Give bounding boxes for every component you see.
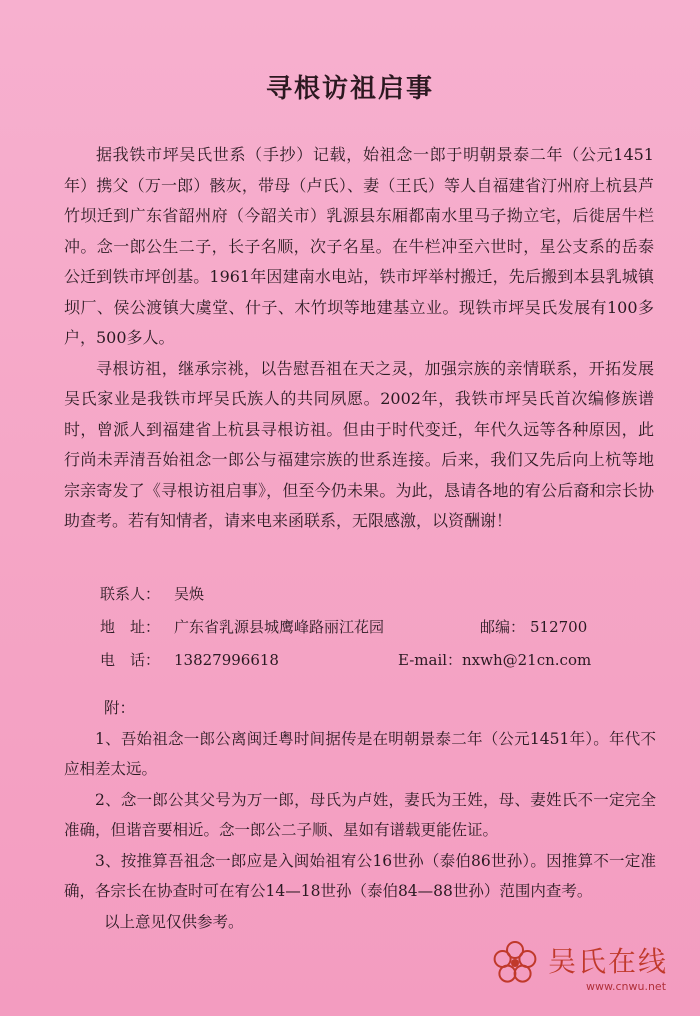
appendix-item: 1、吾始祖念一郎公离闽迁粤时间据传是在明朝景泰二年（公元1451年）。年代不应相差太远。 — [64, 729, 656, 778]
paragraph-history: 据我铁市坪吴氏世系（手抄）记载，始祖念一郎于明朝景泰二年（公元1451年）携父（万一郎）骸灰，带母（卢氏）、妻（王氏）等人自福建省汀州府上杭县芦竹坝迁到广东省韶州府（今韶关市）乳源县东厢都南水里马子拗立宅，后徙居牛栏冲。念一郎公生二子，长子名顺，次子名星。在牛栏冲至六世时，星公支系的岳泰公迁到铁市坪创基。1961年因建南水电站，铁市坪举村搬迁，先后搬到本县乳城镇坝厂、侯公渡镇大虞堂、什子、木竹坝等地建基立业。现铁市坪吴氏发展有100多户，500多人。 — [64, 145, 654, 347]
watermark-url: www.cnwu.net — [586, 980, 667, 993]
contact-postcode-label: 邮编： — [480, 618, 526, 636]
contact-postcode: 512700 — [530, 618, 588, 636]
notice-body — [64, 140, 654, 537]
appendix-item: 3、按推算吾祖念一郎应是入闽始祖宥公16世孙（泰伯86世孙）。因推算不一定准确，各宗长在协查时可在宥公14—18世孙（泰伯84—88世孙）范围内查考。 — [64, 851, 656, 900]
paragraph-request: 寻根访祖，继承宗祧，以告慰吾祖在天之灵，加强宗族的亲情联系，开拓发展吴氏家业是我铁市坪吴氏族人的共同夙愿。2002年，我铁市坪吴氏首次编修族谱时，曾派人到福建省上杭县寻根访祖。但由于时代变迁，年代久远等各种原因，此行尚未弄清吾始祖念一郎公与福建宗族的世系连接。后来，我们又先后向上杭等地宗亲寄发了《寻根访祖启事》，但至今仍未果。为此，恳请各地的宥公后裔和宗长协助查考。若有知情者，请来电来函联系，无限感激，以资酬谢！ — [64, 358, 654, 530]
document-title: 寻根访祖启事 — [265, 74, 434, 104]
contact-email: nxwh@21cn.com — [462, 651, 592, 669]
appendix-item: 2、念一郎公其父号为万一郎，母氏为卢姓，妻氏为王姓，母、妻姓氏不一定完全准确，但谐音要相近。念一郎公二子顺、星如有谱载更能佐证。 — [64, 790, 656, 839]
contact-email-label: E-mail： — [398, 651, 463, 669]
plum-blossom-icon — [492, 940, 538, 986]
contact-block — [100, 578, 620, 677]
watermark-text: 吴氏在线 — [548, 945, 669, 978]
appendix-heading: 附： — [104, 699, 136, 717]
contact-address-row — [100, 611, 620, 644]
contact-address-label: 地 址： — [100, 618, 161, 636]
appendix-block — [64, 693, 656, 937]
site-watermark — [492, 936, 682, 1006]
contact-phone: 13827996618 — [174, 651, 279, 669]
contact-person-row — [100, 578, 620, 611]
contact-person-label: 联系人： — [100, 585, 161, 603]
appendix-closing: 以上意见仅供参考。 — [104, 912, 244, 931]
contact-phone-label: 电 话： — [100, 651, 161, 669]
contact-person: 吴焕 — [174, 585, 205, 603]
contact-phone-row — [100, 644, 620, 677]
contact-address: 广东省乳源县城鹰峰路丽江花园 — [174, 618, 385, 636]
